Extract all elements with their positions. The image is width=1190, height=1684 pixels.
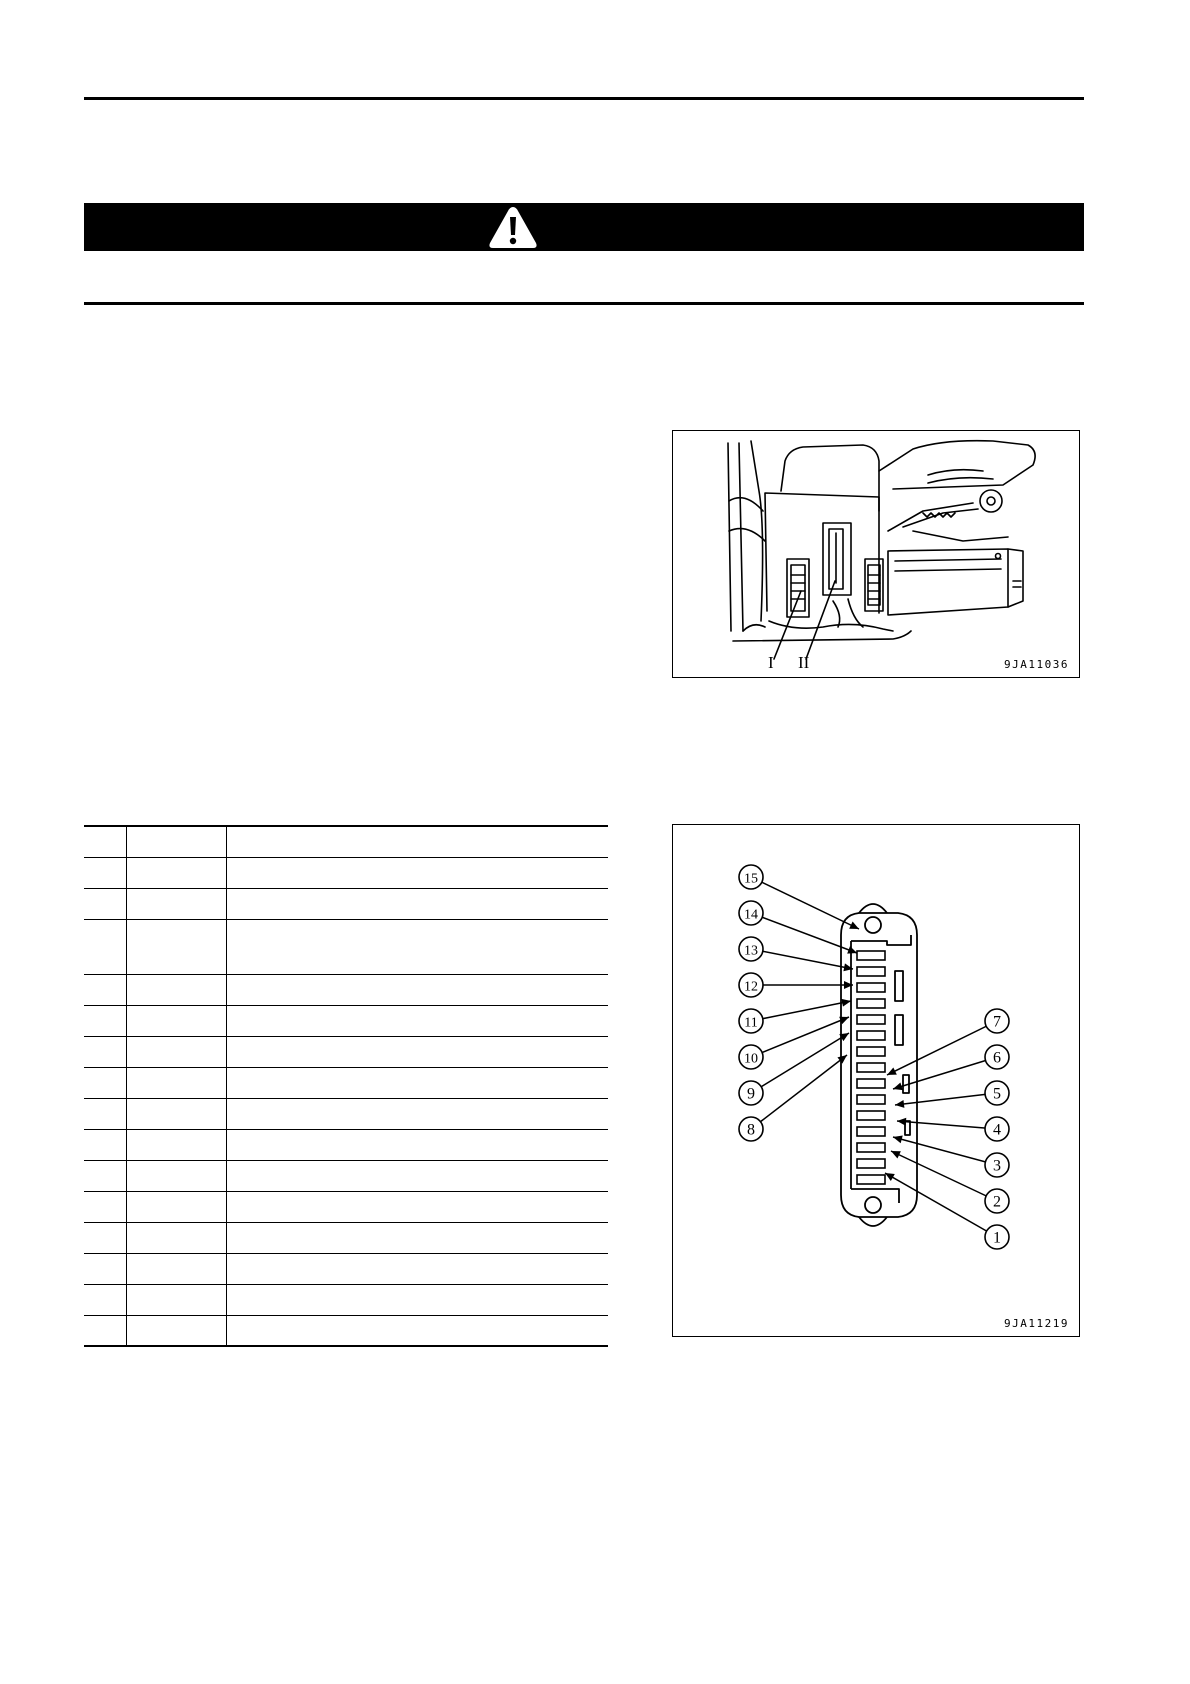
- signal-cell: [126, 919, 226, 974]
- signal-cell: [126, 1191, 226, 1222]
- signal-cell: [126, 1284, 226, 1315]
- description-cell: [226, 919, 608, 974]
- pin-cell: [84, 1222, 126, 1253]
- pin-callout-5: [895, 1081, 1009, 1108]
- pin-cell: [84, 1191, 126, 1222]
- svg-text:15: 15: [744, 871, 758, 887]
- description-cell: [226, 974, 608, 1005]
- description-cell: [226, 1160, 608, 1191]
- pin-cell: [84, 888, 126, 919]
- description-cell: [226, 1191, 608, 1222]
- figure-connector-location: [672, 430, 1080, 678]
- pin-callout-12: [739, 973, 853, 997]
- pin-cell: [84, 1315, 126, 1346]
- signal-cell: [126, 826, 226, 857]
- table-row: [84, 1036, 608, 1067]
- table-row: [84, 888, 608, 919]
- signal-cell: [126, 974, 226, 1005]
- svg-text:12: 12: [744, 979, 758, 995]
- svg-text:10: 10: [744, 1051, 758, 1067]
- table-row: [84, 1222, 608, 1253]
- svg-text:6: 6: [993, 1049, 1001, 1067]
- table-row: [84, 1005, 608, 1036]
- pin-table: [84, 825, 608, 1347]
- pin-cell: [84, 1129, 126, 1160]
- pin-cell: [84, 1005, 126, 1036]
- pin-cell: [84, 1067, 126, 1098]
- figure-connector-pins: [672, 824, 1080, 1337]
- signal-cell: [126, 1129, 226, 1160]
- description-cell: [226, 857, 608, 888]
- description-cell: [226, 1036, 608, 1067]
- svg-text:3: 3: [993, 1157, 1001, 1175]
- description-cell: [226, 1253, 608, 1284]
- signal-cell: [126, 1067, 226, 1098]
- signal-cell: [126, 1005, 226, 1036]
- table-row: [84, 1098, 608, 1129]
- section-rule: [84, 302, 1084, 305]
- pin-cell: [84, 826, 126, 857]
- svg-text:14: 14: [744, 907, 758, 923]
- pin-cell: [84, 1160, 126, 1191]
- svg-text:9: 9: [747, 1085, 755, 1103]
- table-row: [84, 857, 608, 888]
- pin-cell: [84, 919, 126, 974]
- pin-callout-11: [739, 999, 851, 1033]
- description-cell: [226, 1005, 608, 1036]
- pin-callout-13: [739, 937, 853, 971]
- table-row: [84, 974, 608, 1005]
- svg-text:1: 1: [993, 1229, 1001, 1247]
- signal-cell: [126, 1222, 226, 1253]
- table-row: [84, 1191, 608, 1222]
- pin-cell: [84, 857, 126, 888]
- description-cell: [226, 1067, 608, 1098]
- pin-cell: [84, 1098, 126, 1129]
- description-cell: [226, 1284, 608, 1315]
- signal-cell: [126, 1160, 226, 1191]
- table-row: [84, 1129, 608, 1160]
- svg-text:2: 2: [993, 1193, 1001, 1211]
- pin-callout-9: [739, 1033, 849, 1105]
- table-row: [84, 1284, 608, 1315]
- description-cell: [226, 826, 608, 857]
- connector-pin-drawing: [673, 825, 1078, 1335]
- svg-text:4: 4: [993, 1121, 1001, 1139]
- signal-cell: [126, 1098, 226, 1129]
- table-row: [84, 826, 608, 857]
- table-row: [84, 1067, 608, 1098]
- figure-code: 9JA11219: [1004, 1317, 1069, 1330]
- label-connector-2: II: [798, 653, 810, 672]
- svg-text:11: 11: [744, 1015, 758, 1031]
- pin-cell: [84, 974, 126, 1005]
- signal-cell: [126, 1315, 226, 1346]
- description-cell: [226, 1315, 608, 1346]
- table-row: [84, 1253, 608, 1284]
- pin-cell: [84, 1284, 126, 1315]
- label-connector-1: I: [768, 653, 774, 672]
- connector-location-drawing: [673, 431, 1078, 676]
- pin-cell: [84, 1253, 126, 1284]
- svg-text:7: 7: [993, 1013, 1001, 1031]
- description-cell: [226, 888, 608, 919]
- signal-cell: [126, 857, 226, 888]
- description-cell: [226, 1098, 608, 1129]
- pin-callout-4: [897, 1117, 1009, 1141]
- svg-text:13: 13: [744, 943, 758, 959]
- signal-cell: [126, 888, 226, 919]
- pin-callout-3: [893, 1135, 1009, 1177]
- pin-cell: [84, 1036, 126, 1067]
- top-rule: [84, 97, 1084, 100]
- warning-triangle-icon: [487, 205, 539, 251]
- table-row: [84, 1315, 608, 1346]
- svg-text:8: 8: [747, 1121, 755, 1139]
- table-row: [84, 1160, 608, 1191]
- signal-cell: [126, 1036, 226, 1067]
- table-row: [84, 919, 608, 974]
- warning-banner: [84, 203, 1084, 251]
- description-cell: [226, 1129, 608, 1160]
- signal-cell: [126, 1253, 226, 1284]
- figure-code: 9JA11036: [1004, 658, 1069, 671]
- description-cell: [226, 1222, 608, 1253]
- svg-text:5: 5: [993, 1085, 1001, 1103]
